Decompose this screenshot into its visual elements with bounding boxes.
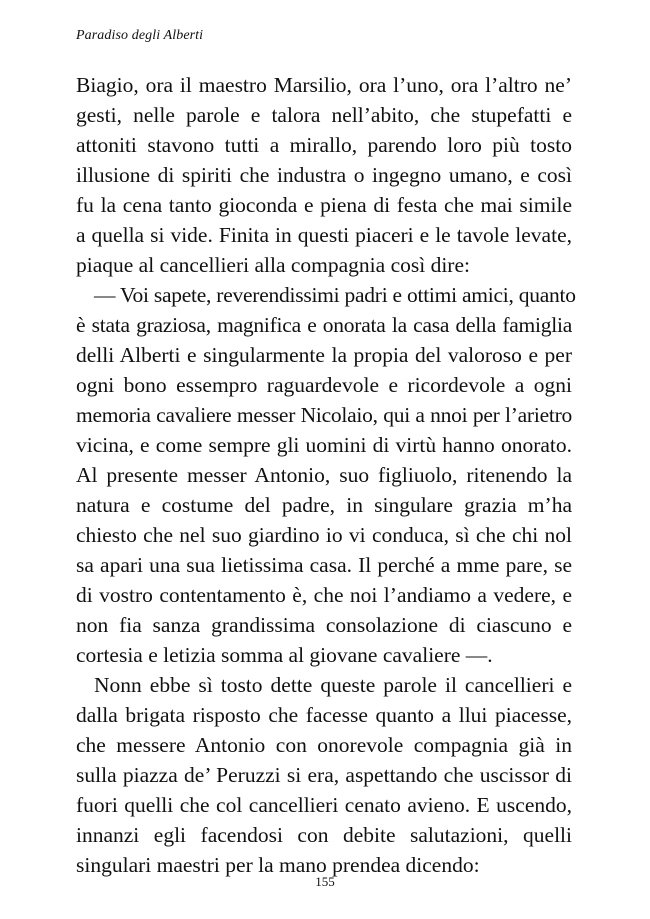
text-line: chiesto che nel suo giardino io vi conduca, sì che chi nol xyxy=(76,523,572,547)
text-line: di vostro contentamento è, che noi l’andiamo a vedere, e xyxy=(76,583,572,607)
text-line: sulla piazza de’ Peruzzi si era, aspettando che uscissor di xyxy=(76,763,572,787)
body-text xyxy=(76,70,576,880)
text-line: memoria cavaliere messer Nicolaio, qui a nnoi per l’arietro xyxy=(76,403,572,427)
text-line: vicina, e come sempre gli uomini di virtù hanno onorato. xyxy=(76,433,572,457)
page-number: 155 xyxy=(315,874,335,889)
text-line: attoniti stavono tutti a mirallo, parendo loro più tosto xyxy=(76,133,572,157)
text-line: a quella si vide. Finita in questi piaceri e le tavole levate, xyxy=(76,223,572,247)
text-line: Nonn ebbe sì tosto dette queste parole il cancellieri e xyxy=(94,673,572,697)
text-line: sa apari una sua lietissima casa. Il perché a mme pare, se xyxy=(76,553,572,577)
text-line: è stata graziosa, magnifica e onorata la casa della famiglia xyxy=(76,313,572,337)
text-line: innanzi egli facendosi con debite salutazioni, quelli xyxy=(76,823,572,847)
text-line: non fia sanza grandissima consolazione di ciascuno e xyxy=(76,613,572,637)
text-line: fu la cena tanto gioconda e piena di festa che mai simile xyxy=(76,193,572,217)
text-line: natura e costume del padre, in singulare grazia m’ha xyxy=(76,493,572,517)
text-line: Al presente messer Antonio, suo figliuolo, ritenendo la xyxy=(76,463,572,487)
text-line: — Voi sapete, reverendissimi padri e ottimi amici, quanto xyxy=(94,283,576,307)
text-line: illusione di spiriti che industra o ingegno umano, e così xyxy=(76,163,572,187)
text-line: ogni bono essempro raguardevole e ricordevole a ogni xyxy=(76,373,572,397)
text-line: dalla brigata risposto che facesse quanto a llui piacesse, xyxy=(76,703,572,727)
text-line: fuori quelli che col cancellieri cenato avieno. E uscendo, xyxy=(76,793,572,817)
running-head: Paradiso degli Alberti xyxy=(76,28,204,43)
text-line: delli Alberti e singularmente la propia del valoroso e per xyxy=(76,343,572,367)
text-line: piaque al cancellieri alla compagnia così dire: xyxy=(76,253,470,277)
text-line: che messere Antonio con onorevole compagnia già in xyxy=(76,733,572,757)
text-line: singulari maestri per la mano prendea dicendo: xyxy=(76,853,480,877)
text-line: Biagio, ora il maestro Marsilio, ora l’uno, ora l’altro ne’ xyxy=(76,73,572,97)
text-line: cortesia e letizia somma al giovane cavaliere —. xyxy=(76,643,493,667)
text-line: gesti, nelle parole e talora nell’abito, che stupefatti e xyxy=(76,103,572,127)
